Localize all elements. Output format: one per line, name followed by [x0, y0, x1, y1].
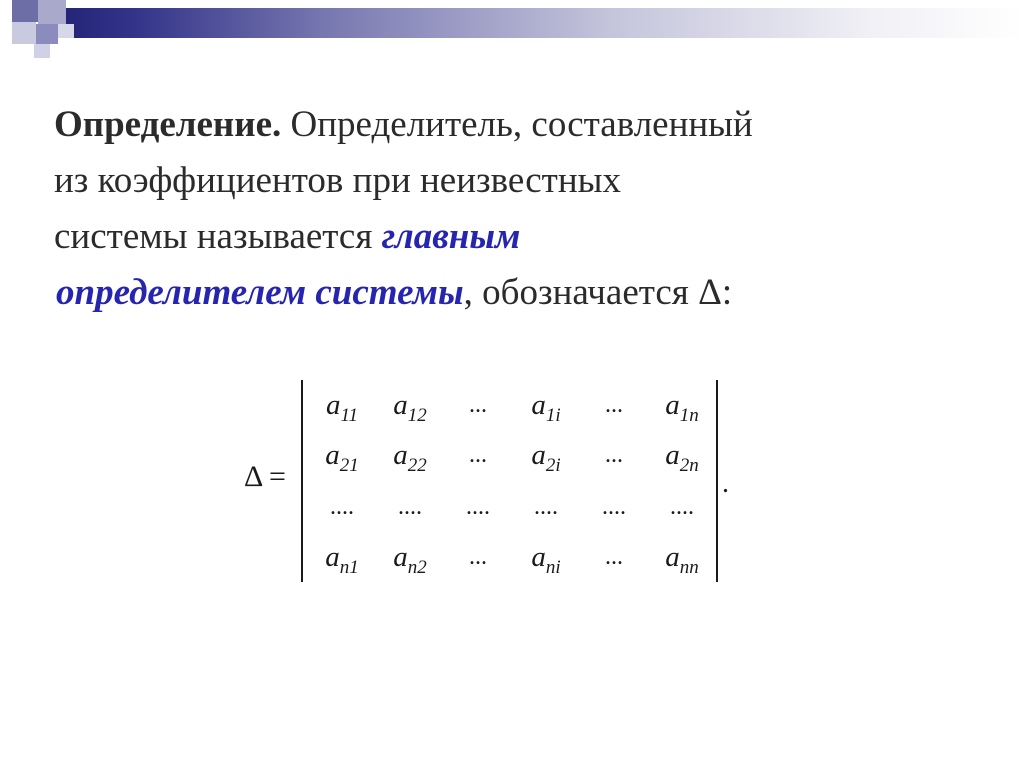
matrix-cell	[580, 540, 648, 574]
matrix-cell	[376, 438, 444, 483]
matrix-cell-base: ...	[469, 442, 487, 468]
definition-line-4-tail: , обозначается Δ:	[463, 272, 733, 313]
matrix-cell	[648, 490, 716, 524]
matrix-cell-base: ....	[602, 494, 626, 520]
matrix-cell	[376, 388, 444, 433]
determinant-left-bar	[301, 380, 303, 582]
matrix-cell-subscript: 12	[407, 405, 427, 426]
matrix-cell	[648, 438, 716, 483]
matrix-cell-subscript: n2	[407, 557, 427, 578]
matrix-cell-base: a	[665, 541, 680, 573]
matrix-cell-subscript: 1i	[545, 405, 561, 426]
matrix-cell-base: ....	[534, 494, 558, 520]
matrix-cell-base: a	[393, 541, 408, 573]
matrix-cell	[444, 438, 512, 472]
definition-paragraph	[54, 97, 954, 321]
header-decor-square	[38, 0, 66, 24]
matrix-cell-base: a	[393, 389, 408, 421]
matrix-cell-subscript: 2n	[679, 455, 699, 476]
matrix-cell-subscript: 22	[407, 455, 427, 476]
matrix-cell-base: ....	[466, 494, 490, 520]
matrix-cell-base: a	[531, 439, 546, 471]
term-main-part1: главным	[381, 216, 521, 257]
definition-line-3: системы называется	[54, 216, 382, 257]
term-main-part2: определителем системы	[56, 272, 464, 313]
matrix-cell-base: ...	[605, 392, 623, 418]
matrix-cell	[308, 438, 376, 483]
matrix-cell	[308, 490, 376, 524]
matrix-cell	[580, 438, 648, 472]
matrix-cell-base: a	[325, 541, 340, 573]
matrix-cell-subscript: nn	[679, 557, 699, 578]
matrix-cell-subscript: 2i	[545, 455, 561, 476]
equals-sign: =	[269, 460, 286, 493]
matrix-cell	[308, 388, 376, 433]
matrix-cell-subscript: 11	[340, 405, 359, 426]
matrix-cell-subscript: ni	[545, 557, 561, 578]
matrix-cell-base: a	[325, 389, 341, 421]
header-decor-square	[34, 44, 50, 58]
delta-symbol: Δ	[244, 460, 264, 493]
matrix-cell	[648, 540, 716, 585]
matrix-cell-subscript: 21	[339, 455, 359, 476]
matrix-cell-base: ...	[469, 544, 487, 570]
definition-label: Определение.	[54, 104, 282, 145]
matrix-cell	[512, 490, 580, 524]
matrix-cell-base: a	[665, 389, 680, 421]
header-decor-square	[12, 22, 36, 44]
matrix-cell-base: ....	[398, 494, 422, 520]
matrix-cell	[648, 388, 716, 433]
matrix-cell	[444, 490, 512, 524]
trailing-period: .	[722, 468, 729, 499]
matrix-cell	[444, 388, 512, 422]
matrix-cell	[580, 490, 648, 524]
matrix-cell-base: ....	[670, 494, 694, 520]
matrix-cell	[512, 438, 580, 483]
matrix-cell	[580, 388, 648, 422]
matrix-cell-base: a	[665, 439, 680, 471]
matrix-cell-subscript: 1n	[679, 405, 699, 426]
matrix-cell-base: a	[325, 439, 340, 471]
matrix-cell	[376, 540, 444, 585]
matrix-cell	[444, 540, 512, 574]
matrix-cell	[376, 490, 444, 524]
header-gradient-bar	[38, 8, 1024, 38]
header-decor-square	[36, 24, 58, 44]
matrix-cell	[308, 540, 376, 585]
matrix-cell-subscript: n1	[339, 557, 359, 578]
matrix-cell	[512, 540, 580, 585]
matrix-cell-base: a	[531, 389, 546, 421]
matrix-cell-base: ...	[605, 544, 623, 570]
matrix-cell	[512, 388, 580, 433]
matrix-cell-base: a	[393, 439, 408, 471]
header-decor-square	[58, 24, 74, 38]
matrix-cell-base: ...	[469, 392, 487, 418]
matrix-cell-base: ....	[330, 494, 354, 520]
determinant-formula	[240, 380, 760, 590]
determinant-matrix	[308, 380, 712, 582]
matrix-cell-base: ...	[605, 442, 623, 468]
matrix-cell-base: a	[531, 541, 546, 573]
definition-line-1: Определитель, составленный	[281, 104, 753, 145]
determinant-right-bar	[716, 380, 718, 582]
definition-line-2: из коэффициентов при неизвестных	[54, 160, 621, 201]
header-decor-square	[12, 0, 38, 22]
